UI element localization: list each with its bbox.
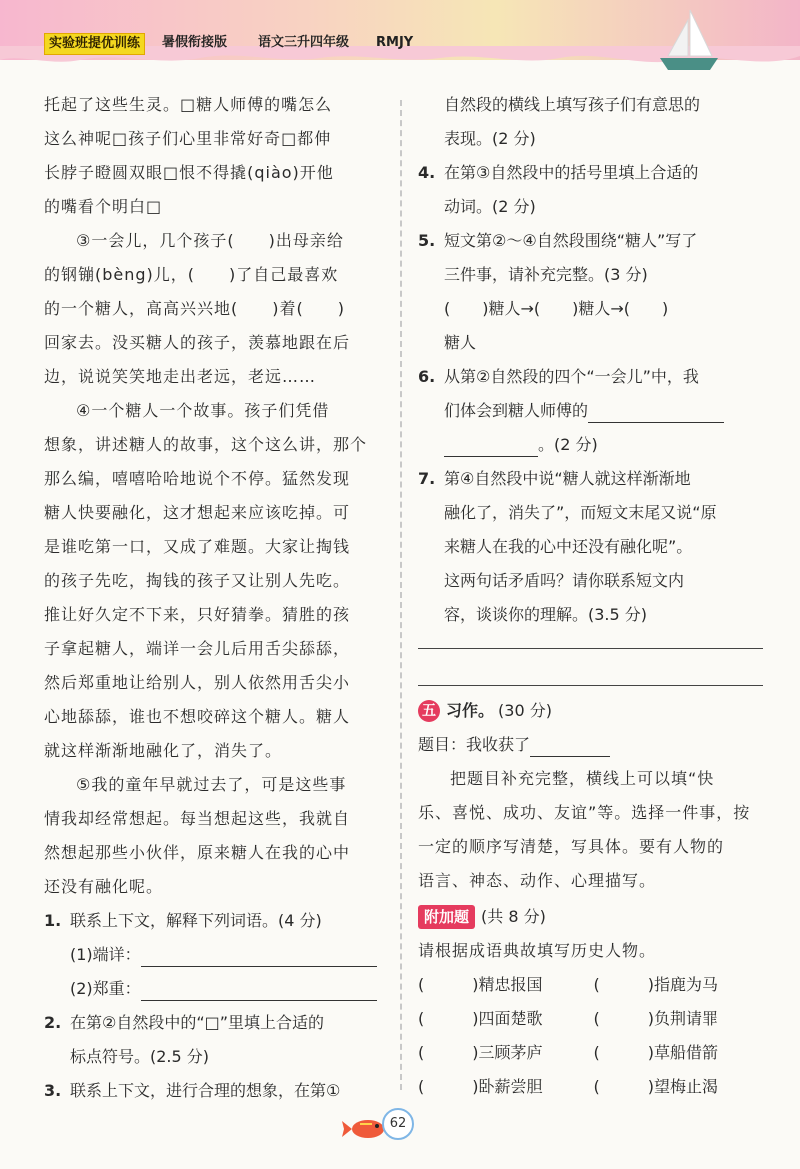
passage-line: 那么编，嘻嘻哈哈地说个不停。猛然发现 <box>44 469 351 488</box>
answer-chain[interactable]: ( )糖人→( )糖人→( ) <box>444 299 669 318</box>
question-5 <box>418 224 763 360</box>
section-5-heading <box>418 694 763 728</box>
question-number: 4. <box>418 163 436 182</box>
spacer <box>418 649 763 685</box>
right-column <box>418 88 763 1104</box>
question-4 <box>418 156 763 224</box>
bonus-label: 附加题 <box>418 905 475 929</box>
passage-line: 就这样渐渐地融化了，消失了。 <box>44 741 283 760</box>
question-number: 2. <box>44 1013 62 1032</box>
question-body <box>444 88 763 156</box>
question-line <box>444 428 763 462</box>
idiom-item[interactable]: ( )精忠报国 <box>418 975 543 994</box>
question-1 <box>44 904 394 938</box>
series-code: RMJY <box>376 35 414 50</box>
sub-label: (1)端详： <box>70 945 141 964</box>
passage-line: 然后郑重地让给别人，别人依然用舌尖小 <box>44 673 351 692</box>
passage-line: 的嘴看个明白□ <box>44 197 163 216</box>
passage-line: ⑤我的童年早就过去了，可是这些事 <box>76 775 347 794</box>
passage-line: 然想起那些小伙伴，原来糖人在我的心中 <box>44 843 351 862</box>
passage-line: 的钢镚(bèng)儿，( )了自己最喜欢 <box>44 265 339 284</box>
question-number: 3. <box>44 1081 62 1100</box>
idiom-item[interactable]: ( )卧薪尝胆 <box>418 1077 543 1096</box>
question-text: 表现。(2 分) <box>444 129 536 148</box>
question-body <box>444 360 763 462</box>
topic-text: 题目：我收获了 <box>418 735 531 754</box>
question-body <box>70 1006 394 1074</box>
question-text: 第④自然段中说“糖人就这样渐渐地 <box>444 469 691 488</box>
question-text: 来糖人在我的心中还没有融化呢”。 <box>444 537 693 556</box>
idiom-item[interactable]: ( )负荆请罪 <box>593 1009 718 1028</box>
section-title: 习作。 <box>446 701 495 720</box>
q1-sub-2 <box>44 972 394 1006</box>
question-text: 动词。(2 分) <box>444 197 536 216</box>
question-6 <box>418 360 763 462</box>
passage-line: 边，说说笑笑地走出老远，老远…… <box>44 367 317 386</box>
question-line <box>444 394 763 428</box>
page-number: 62 <box>382 1108 414 1140</box>
essay-topic <box>418 728 763 762</box>
question-3-cont <box>418 88 763 156</box>
q1-sub-1 <box>44 938 394 972</box>
question-body <box>444 462 763 632</box>
answer-line[interactable] <box>444 434 538 457</box>
idiom-item[interactable]: ( )指鹿为马 <box>593 975 718 994</box>
question-number-spacer <box>418 88 444 156</box>
question-text: 融化了，消失了”，而短文末尾又说“原 <box>444 503 717 522</box>
page-header <box>0 0 800 70</box>
section-badge: 五 <box>418 700 440 722</box>
instruction-line: 把题目补充完整，横线上可以填“快 <box>450 769 715 788</box>
passage-line: 想象，讲述糖人的故事，这个这么讲，那个 <box>44 435 368 454</box>
answer-line[interactable] <box>141 944 377 967</box>
question-text: 短文第②～④自然段围绕“糖人”写了 <box>444 231 698 250</box>
topic-blank[interactable] <box>530 734 610 757</box>
question-7 <box>418 462 763 632</box>
bonus-instruction: 请根据成语典故填写历史人物。 <box>418 941 657 960</box>
sub-label: (2)郑重： <box>70 979 141 998</box>
passage-line: ④一个糖人一个故事。孩子们凭借 <box>76 401 330 420</box>
left-column <box>44 88 394 1108</box>
idiom-item[interactable]: ( )草船借箭 <box>593 1043 718 1062</box>
passage-line: 回家去。没买糖人的孩子，羡慕地跟在后 <box>44 333 351 352</box>
passage-line: 的孩子先吃，掏钱的孩子又让别人先吃。 <box>44 571 351 590</box>
passage-line: 是谁吃第一口，又成了难题。大家让掏钱 <box>44 537 351 556</box>
brand-label: 实验班提优训练 <box>44 33 145 55</box>
instruction-line: 语言、神态、动作、心理描写。 <box>418 871 657 890</box>
passage-line: 这么神呢□孩子们心里非常好奇□都伸 <box>44 129 332 148</box>
answer-line[interactable] <box>588 400 724 423</box>
edition-label: 暑假衔接版 <box>162 35 228 50</box>
question-text: 在第②自然段中的“□”里填上合适的 <box>70 1013 325 1032</box>
question-3 <box>44 1074 394 1108</box>
question-text: 联系上下文，解释下列词语。(4 分) <box>70 911 322 930</box>
question-text: 从第②自然段的四个“一会儿”中，我 <box>444 367 699 386</box>
spacer <box>418 632 763 648</box>
passage-line: 还没有融化呢。 <box>44 877 164 896</box>
instruction-line: 乐、喜悦、成功、友谊”等。选择一件事，按 <box>418 803 751 822</box>
passage-line: 托起了这些生灵。□糖人师傅的嘴怎么 <box>44 95 333 114</box>
section-score: (30 分) <box>498 701 552 720</box>
answer-line[interactable] <box>418 685 763 686</box>
question-text: 容，谈谈你的理解。(3.5 分) <box>444 605 648 624</box>
question-text: 三件事，请补充完整。(3 分) <box>444 265 648 284</box>
passage-line: 长脖子瞪圆双眼□恨不得撬(qiào)开他 <box>44 163 334 182</box>
idiom-item[interactable]: ( )望梅止渴 <box>593 1077 718 1096</box>
question-text: 标点符号。(2.5 分) <box>70 1047 210 1066</box>
passage-line: 心地舔舔，谁也不想咬碎这个糖人。糖人 <box>44 707 351 726</box>
question-text: 们体会到糖人师傅的 <box>444 401 589 420</box>
passage-line: 子拿起糖人，端详一会儿后用舌尖舔舔， <box>44 639 351 658</box>
question-text: 这两句话矛盾吗？请你联系短文内 <box>444 571 685 590</box>
question-2 <box>44 1006 394 1074</box>
question-number: 1. <box>44 911 62 930</box>
question-number: 5. <box>418 231 436 250</box>
idiom-grid <box>418 968 763 1104</box>
answer-line[interactable] <box>141 978 377 1001</box>
answer-chain-end: 糖人 <box>444 333 477 352</box>
question-body <box>444 224 763 360</box>
column-divider <box>400 100 402 1090</box>
subject-label: 语文三升四年级 <box>258 35 350 50</box>
question-text: 在第③自然段中的括号里填上合适的 <box>444 163 699 182</box>
passage-line: ③一会儿，几个孩子( )出母亲给 <box>76 231 344 250</box>
passage-line: 推让好久定不下来，只好猜拳。猜胜的孩 <box>44 605 351 624</box>
instruction-line: 一定的顺序写清楚，写具体。要有人物的 <box>418 837 725 856</box>
bonus-heading <box>418 900 763 934</box>
idiom-item[interactable]: ( )四面楚歌 <box>418 1009 543 1028</box>
sailboat-icon <box>656 6 722 70</box>
question-text: 自然段的横线上填写孩子们有意思的 <box>444 95 701 114</box>
bonus-score: (共 8 分) <box>481 907 546 926</box>
passage-line: 情我却经常想起。每当想起这些，我就自 <box>44 809 351 828</box>
question-text: 。(2 分) <box>538 435 598 454</box>
question-number: 6. <box>418 367 436 386</box>
question-text: 联系上下文，进行合理的想象，在第① <box>70 1081 341 1100</box>
question-body <box>444 156 763 224</box>
passage-line: 的一个糖人，高高兴兴地( )着( ) <box>44 299 345 318</box>
passage-line: 糖人快要融化，这才想起来应该吃掉。可 <box>44 503 351 522</box>
question-number: 7. <box>418 469 436 488</box>
idiom-item[interactable]: ( )三顾茅庐 <box>418 1043 543 1062</box>
